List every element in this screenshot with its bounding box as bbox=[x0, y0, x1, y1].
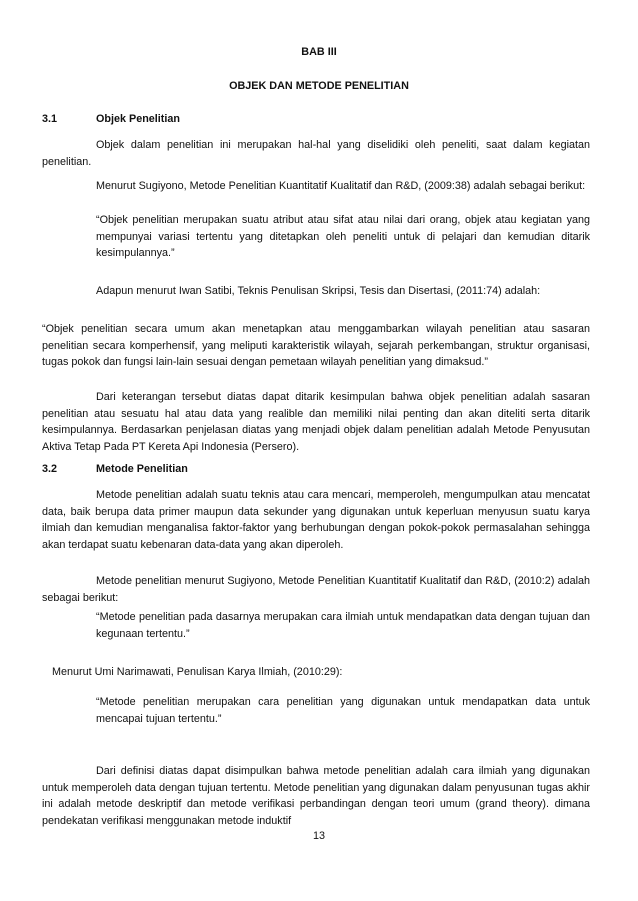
metode-paragraph-2: Metode penelitian menurut Sugiyono, Metode Penelitian Kuantitatif Kualitatif dan R&D, (2010:2) adalah sebagai berikut: bbox=[42, 575, 590, 604]
page-number: 13 bbox=[312, 830, 325, 842]
metode-quote-1: “Metode penelitian pada dasarnya merupakan cara ilmiah untuk mendapatkan data dengan tujuan dan kegunaan tertentu.” bbox=[96, 611, 590, 640]
section-3-2-heading: Metode Penelitian bbox=[96, 463, 188, 475]
chapter-number: BAB III bbox=[301, 46, 337, 58]
objek-paragraph-3: Adapun menurut Iwan Satibi, Teknis Penulisan Skripsi, Tesis dan Disertasi, (2011:74) adalah: bbox=[96, 285, 541, 297]
objek-paragraph-2: Menurut Sugiyono, Metode Penelitian Kuantitatif Kualitatif dan R&D, (2009:38) adalah sebagai berikut: bbox=[96, 180, 586, 192]
metode-paragraph-3: Menurut Umi Narimawati, Penulisan Karya Ilmiah, (2010:29): bbox=[52, 666, 343, 678]
section-3-1-number: 3.1 bbox=[42, 113, 58, 125]
objek-paragraph-1: Objek dalam penelitian ini merupakan hal-hal yang diselidiki oleh peneliti, saat dalam kegiatan penelitian. bbox=[42, 139, 590, 168]
objek-quote-1: “Objek penelitian merupakan suatu atribut atau sifat atau nilai dari orang, objek atau kegiatan yang mempunyai variasi tertentu yang ditetapkan oleh peneliti untuk di pelajari dan kemudian ditarik kesimpulannya.” bbox=[96, 214, 590, 259]
metode-conclusion-paragraph: Dari definisi diatas dapat disimpulkan bahwa metode penelitian adalah cara ilmiah yang digunakan untuk memperoleh data dengan tujuan tertentu. Metode penelitian yang digunakan dalam penyusunan tugas akhir ini adalah metode deskriptif dan metode verifikasi perbandingan dengan teori umum (grand theory). dimana pendekatan verifikasi menggunakan metode induktif bbox=[42, 765, 590, 827]
metode-quote-2: “Metode penelitian merupakan cara penelitian yang digunakan untuk mendapatkan data untuk mencapai tujuan tertentu.” bbox=[96, 696, 590, 725]
metode-paragraph-1: Metode penelitian adalah suatu teknis atau cara mencari, memperoleh, mengumpulkan atau mencatat data, baik berupa data primer maupun data sekunder yang digunakan untuk keperluan menyusun suatu karya ilmiah dan kemudian menganalisa faktor-faktor yang berhubungan dengan pokok-pokok permasalahan sehingga akan terdapat suatu kebenaran data-data yang akan diperoleh. bbox=[42, 489, 590, 551]
objek-conclusion-paragraph: Dari keterangan tersebut diatas dapat ditarik kesimpulan bahwa objek penelitian adalah sasaran penelitian atau sesuatu hal atau data yang realible dan memiliki nilai penting dan akan diteliti serta ditarik kesimpulannya. Berdasarkan penjelasan diatas yang menjadi objek dalam penelitian adalah Metode Penyusutan Aktiva Tetap Pada PT Kereta Api Indonesia (Persero). bbox=[42, 391, 590, 453]
chapter-title: OBJEK DAN METODE PENELITIAN bbox=[229, 80, 409, 92]
objek-quote-2: “Objek penelitian secara umum akan menetapkan atau menggambarkan wilayah penelitian atau sasaran penelitian secara komperhensif, yang meliputi karakteristik wilayah, sejarah perkembangan, struktur organisasi, tugas pokok dan fungsi lain-lain sesuai dengan pemetaan wilayah penelitian yang dimaksud.” bbox=[42, 323, 590, 368]
section-3-2-number: 3.2 bbox=[42, 463, 58, 475]
section-3-1-heading: Objek Penelitian bbox=[96, 113, 181, 125]
